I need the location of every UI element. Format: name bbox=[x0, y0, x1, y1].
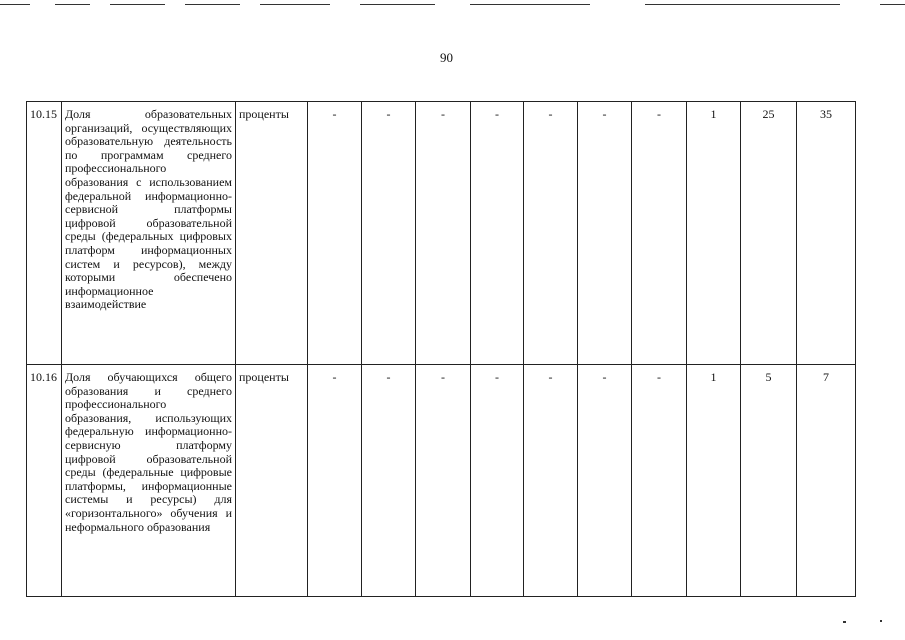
value-cell: 25 bbox=[741, 102, 797, 365]
value-cell: - bbox=[416, 365, 471, 597]
unit-cell: проценты bbox=[236, 102, 308, 365]
value-cell: - bbox=[524, 365, 578, 597]
scan-speck bbox=[843, 621, 846, 623]
value-cell: - bbox=[632, 365, 687, 597]
header-rule bbox=[470, 4, 590, 5]
value-cell: 1 bbox=[687, 365, 741, 597]
value-cell: - bbox=[578, 102, 632, 365]
header-rule bbox=[880, 4, 905, 5]
page-number: 90 bbox=[440, 50, 453, 65]
unit-cell: проценты bbox=[236, 365, 308, 597]
indicators-table bbox=[26, 101, 856, 597]
header-rule bbox=[360, 4, 435, 5]
row-number: 10.16 bbox=[27, 365, 62, 597]
row-number: 10.15 bbox=[27, 102, 62, 365]
header-rule bbox=[185, 4, 240, 5]
table-row bbox=[27, 102, 856, 365]
header-rule bbox=[260, 4, 330, 5]
value-cell: 1 bbox=[687, 102, 741, 365]
value-cell: - bbox=[308, 102, 362, 365]
header-rule bbox=[645, 4, 840, 5]
value-cell: 7 bbox=[797, 365, 856, 597]
table-row bbox=[27, 365, 856, 597]
header-rule bbox=[55, 4, 90, 5]
header-rule bbox=[0, 4, 30, 5]
value-cell: - bbox=[578, 365, 632, 597]
indicator-name: Доля образовательных организаций, осуществляющих образовательную деятельность по программам среднего профессионального образования с использованием федеральной информационно-сервисной платформы цифровой образовательной среды (федеральных цифровых платформ информационных систем и ресурсов), между которыми обеспечено информационное взаимодействие bbox=[62, 102, 236, 365]
value-cell: - bbox=[471, 102, 524, 365]
value-cell: 35 bbox=[797, 102, 856, 365]
value-cell: - bbox=[308, 365, 362, 597]
header-rule bbox=[110, 4, 165, 5]
value-cell: - bbox=[416, 102, 471, 365]
indicator-name: Доля обучающихся общего образования и среднего профессионального образования, использующих федеральную информационно-сервисную платформу цифровой образовательной среды (федеральные цифровые платформы, информационные системы и ресурсы) для «горизонтального» обучения и неформального образования bbox=[62, 365, 236, 597]
scan-speck bbox=[880, 620, 882, 622]
value-cell: - bbox=[632, 102, 687, 365]
value-cell: - bbox=[524, 102, 578, 365]
value-cell: - bbox=[362, 102, 416, 365]
value-cell: - bbox=[471, 365, 524, 597]
value-cell: - bbox=[362, 365, 416, 597]
value-cell: 5 bbox=[741, 365, 797, 597]
